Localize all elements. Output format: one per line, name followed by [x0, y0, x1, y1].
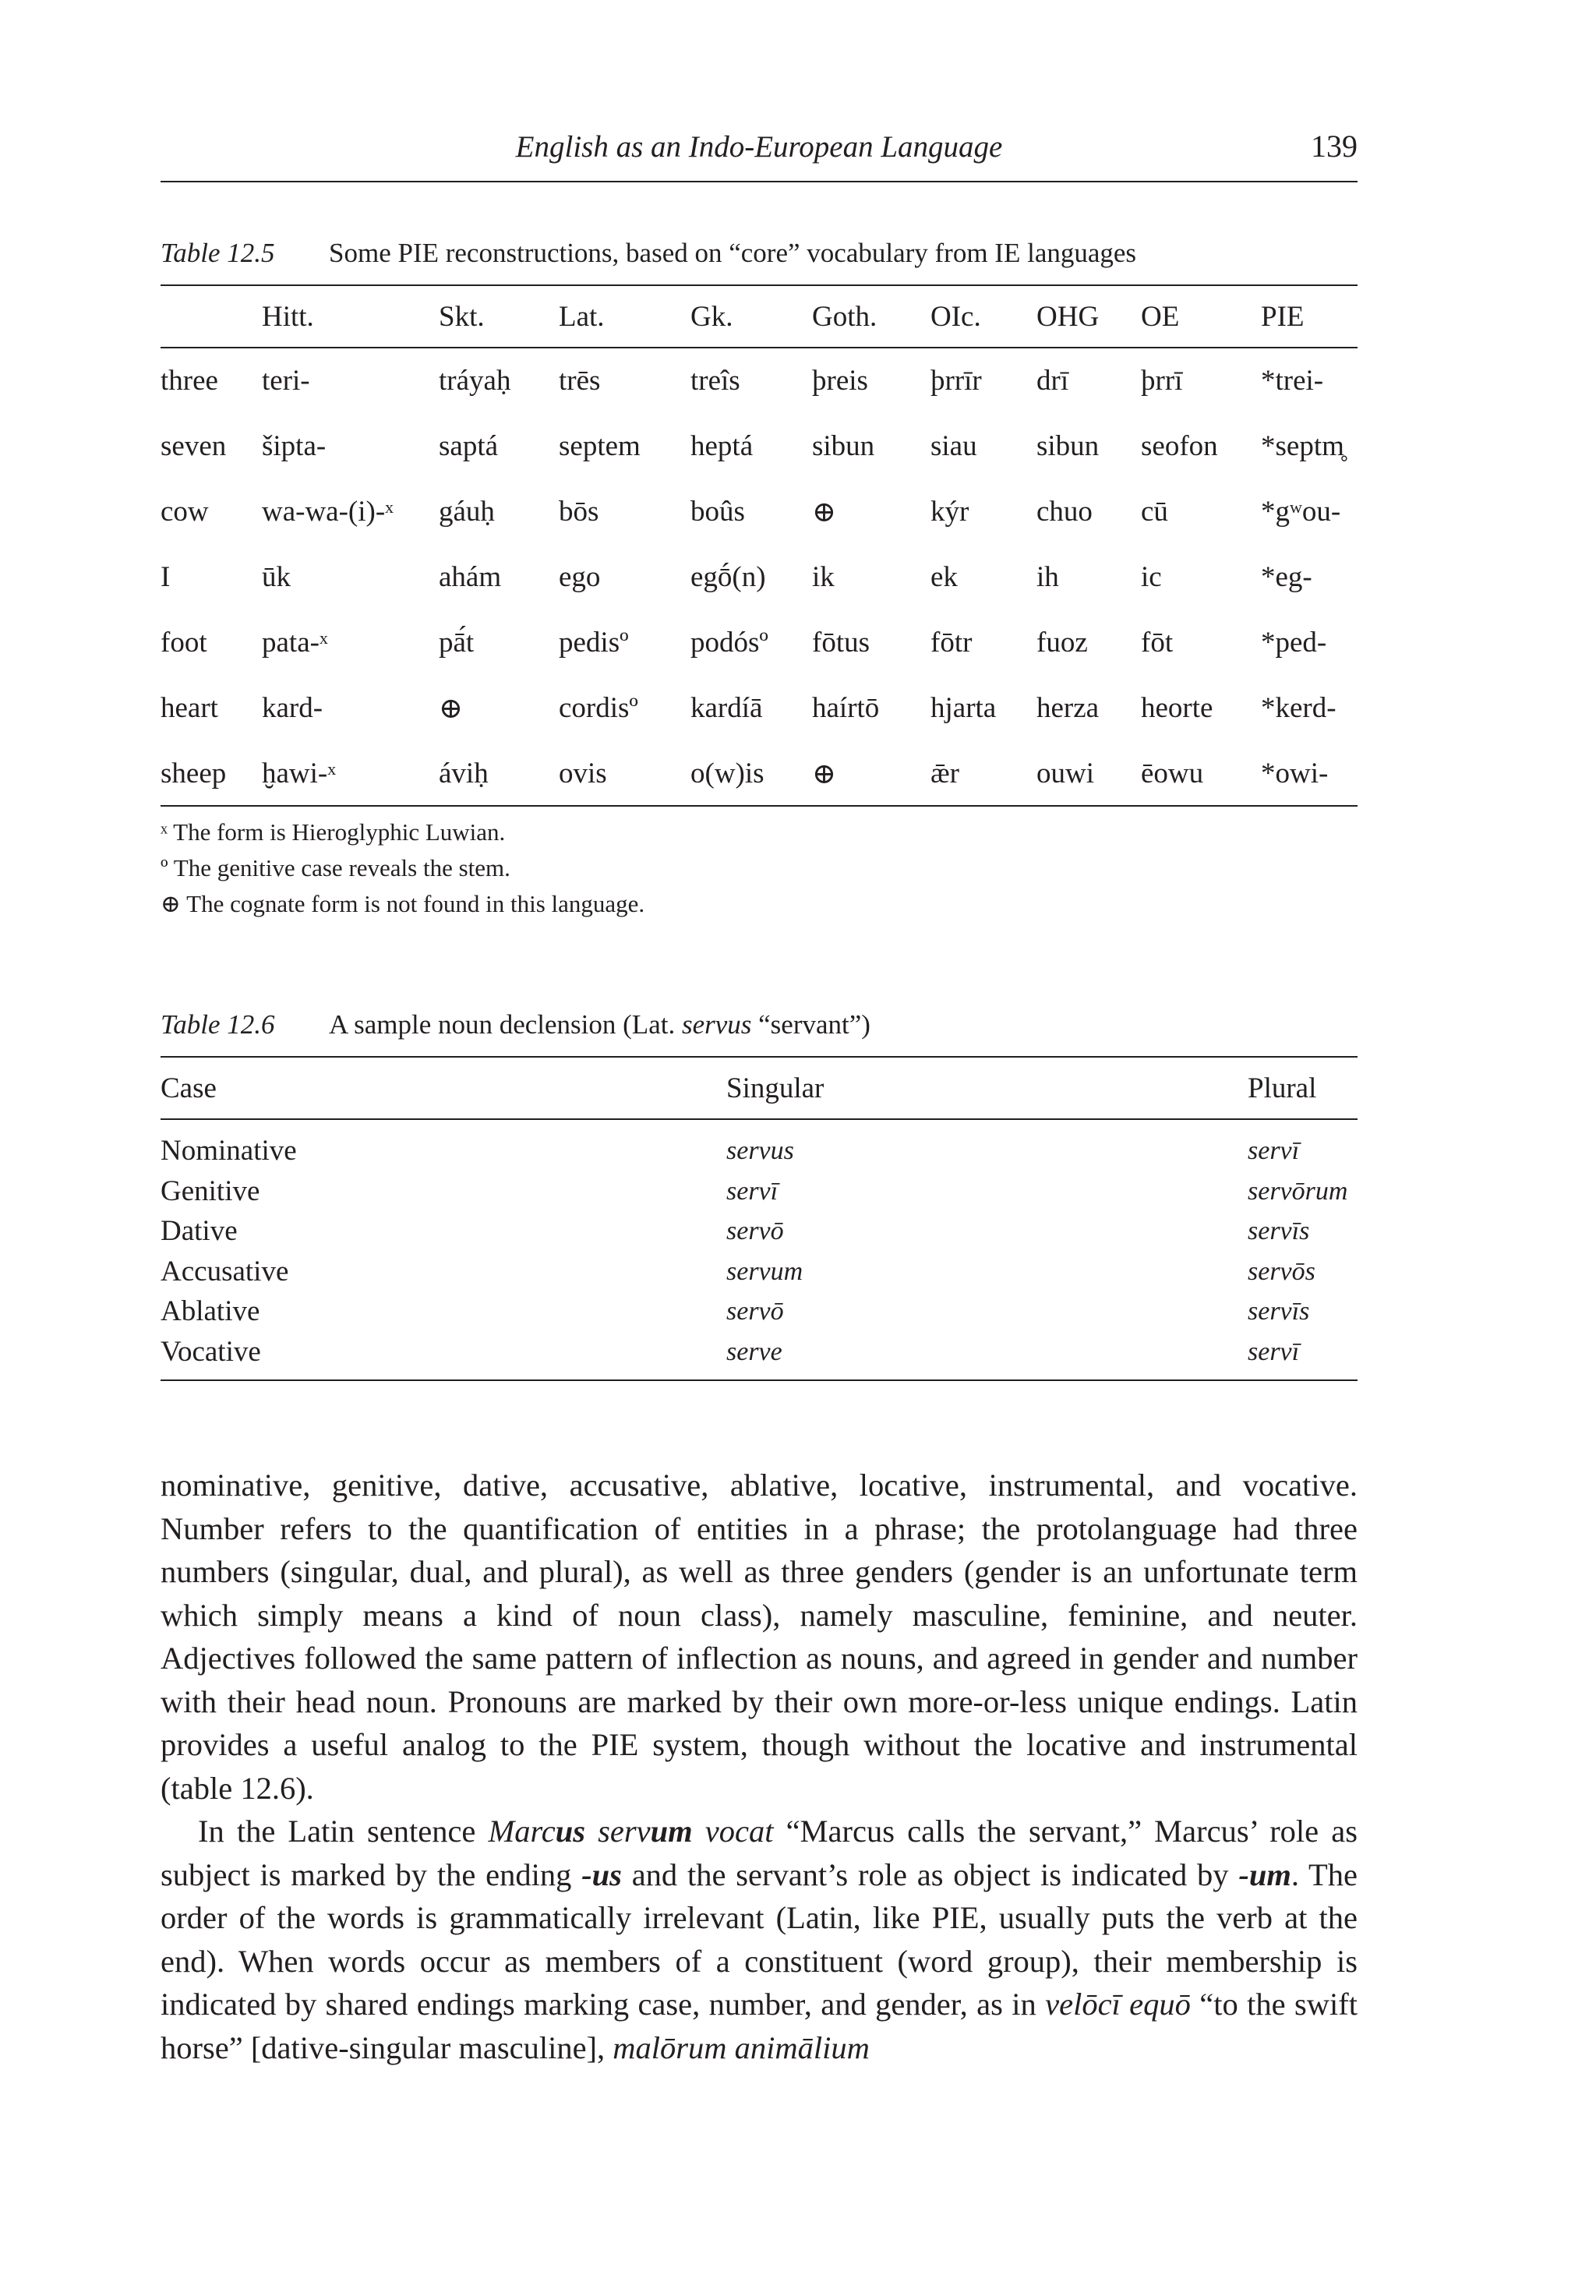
- form-cell: cū: [1141, 496, 1168, 528]
- plural-form: servī: [1248, 1337, 1300, 1366]
- gloss-cell: I: [161, 561, 171, 593]
- table-row: [161, 560, 1358, 599]
- form-cell: ⊕: [812, 758, 837, 790]
- text-run: Marc: [488, 1814, 556, 1849]
- column-header: Gk.: [690, 301, 733, 333]
- case-name: Ablative: [161, 1295, 260, 1327]
- case-name: Genitive: [161, 1174, 260, 1207]
- form-cell: gáuḥ: [439, 496, 495, 528]
- form-cell: o(w)is: [690, 758, 764, 789]
- paragraph-2: [161, 1810, 1358, 2069]
- column-header: Goth.: [812, 301, 877, 333]
- form-cell: ahám: [439, 561, 502, 593]
- table-row: [161, 757, 1358, 796]
- declension-header-rule: [161, 1118, 1358, 1120]
- table-header-rule: [161, 347, 1358, 348]
- gloss-cell: seven: [161, 430, 227, 462]
- form-cell: pata-ˣ: [262, 627, 328, 659]
- form-cell: fuoz: [1036, 627, 1088, 659]
- form-cell: *eg-: [1261, 561, 1312, 593]
- table-12-6-title-post: “servant”): [751, 1009, 870, 1040]
- plural-form: servī: [1248, 1136, 1300, 1165]
- form-cell: bōs: [559, 496, 599, 528]
- form-cell: ēowu: [1141, 758, 1204, 789]
- note-genitive: º The genitive case reveals the stem.: [161, 854, 510, 881]
- table-row: [161, 626, 1358, 665]
- table-12-5-caption: [161, 238, 1136, 269]
- form-cell: áviḥ: [439, 758, 489, 789]
- form-cell: hjarta: [930, 692, 997, 724]
- form-cell: ouwi: [1036, 758, 1094, 789]
- form-cell: ih: [1036, 561, 1059, 593]
- form-cell: sibun: [812, 430, 875, 462]
- column-header: Hitt.: [262, 301, 314, 333]
- column-header: Plural: [1248, 1072, 1317, 1104]
- form-cell: treîs: [690, 365, 740, 397]
- form-cell: chuo: [1036, 496, 1093, 528]
- text-run: velōcī equō: [1045, 1987, 1191, 2022]
- form-cell: septem: [559, 430, 641, 462]
- form-cell: heptá: [690, 430, 754, 462]
- form-cell: kardíā: [690, 692, 763, 724]
- form-cell: teri-: [262, 365, 310, 397]
- form-cell: haírtō: [812, 692, 880, 724]
- form-cell: ic: [1141, 561, 1162, 593]
- table-12-6-title-pre: A sample noun declension (Lat.: [329, 1009, 682, 1040]
- gloss-cell: heart: [161, 692, 218, 724]
- form-cell: ego: [559, 561, 601, 593]
- text-run: [585, 1814, 598, 1849]
- singular-form: servum: [726, 1256, 803, 1286]
- note-hieroglyphic: ˣ The form is Hieroglyphic Luwian.: [161, 818, 506, 846]
- text-run: vocat: [692, 1814, 774, 1849]
- declension-bottom-rule: [161, 1379, 1358, 1381]
- table-bottom-rule: [161, 805, 1358, 807]
- table-row: [161, 429, 1358, 468]
- column-header: Case: [161, 1072, 217, 1104]
- table-top-rule: [161, 284, 1358, 286]
- table-row: [161, 691, 1358, 730]
- plural-form: servōs: [1248, 1256, 1315, 1286]
- case-name: Dative: [161, 1215, 238, 1247]
- text-run: “to the swift horse” [dative-singular masculine],: [161, 1987, 1358, 2065]
- form-cell: fōtus: [812, 627, 870, 659]
- singular-form: servus: [726, 1136, 794, 1165]
- form-cell: ⊕: [439, 693, 464, 725]
- running-head: [161, 126, 1358, 173]
- text-run: “Marcus calls the servant,” Marcus’ role as subject is marked by the ending: [161, 1814, 1358, 1892]
- form-cell: kard-: [262, 692, 323, 724]
- column-header: OE: [1141, 301, 1180, 333]
- form-cell: ǣr: [930, 758, 959, 789]
- form-cell: drī: [1036, 365, 1069, 397]
- paragraph-1: nominative, genitive, dative, accusative, ablative, locative, instrumental, and vocative. Number refers to the quantification of entities in a phrase; the protolanguage had three numbers (singular, dual, and plural), as well as three genders (gender is an unfortunate term which simply means a kind of noun class), namely masculine, feminine, and neuter. Adjectives followed the same pattern of inflection as nouns, and agreed in gender and number with their head noun. Pronouns are marked by their own more-or-less unique endings. Latin provides a useful analog to the PIE system, though without the locative and instrumental (table 12.6).: [161, 1468, 1358, 1806]
- form-cell: ūk: [262, 561, 291, 593]
- singular-form: serve: [726, 1337, 782, 1366]
- form-cell: ek: [930, 561, 958, 593]
- form-cell: pā́t: [439, 627, 475, 659]
- case-name: Accusative: [161, 1255, 289, 1288]
- table-notes: [161, 818, 644, 926]
- column-header: Singular: [726, 1072, 824, 1104]
- form-cell: boûs: [690, 496, 745, 528]
- column-header: Lat.: [559, 301, 605, 333]
- table-12-5-title: Some PIE reconstructions, based on “core” vocabulary from IE languages: [329, 238, 1137, 268]
- table-12-5-number: Table 12.5: [161, 238, 275, 268]
- form-cell: šipta-: [262, 430, 327, 462]
- column-header: PIE: [1261, 301, 1305, 333]
- form-cell: *ped-: [1261, 627, 1327, 659]
- column-header: Skt.: [439, 301, 485, 333]
- text-run: and the servant’s role as object is indicated by: [621, 1856, 1239, 1892]
- form-cell: tráyaḥ: [439, 365, 511, 397]
- singular-form: servō: [726, 1217, 784, 1245]
- text-run: -um: [1238, 1856, 1291, 1892]
- column-header: OHG: [1036, 301, 1100, 333]
- form-cell: *gʷou-: [1261, 496, 1341, 528]
- form-cell: cordisº: [559, 692, 638, 724]
- page-number: 139: [1311, 129, 1358, 164]
- text-run: -us: [581, 1856, 622, 1892]
- plural-form: servōrum: [1248, 1176, 1348, 1206]
- plural-form: servīs: [1248, 1297, 1310, 1326]
- form-cell: þrrīr: [930, 365, 982, 397]
- form-cell: trēs: [559, 365, 601, 397]
- form-cell: saptá: [439, 430, 499, 462]
- running-head-title: English as an Indo-European Language: [515, 130, 1003, 164]
- singular-form: servī: [726, 1176, 779, 1206]
- form-cell: egṓ(n): [690, 561, 766, 593]
- column-header: OIc.: [930, 301, 981, 333]
- form-cell: *owi-: [1261, 758, 1329, 789]
- form-cell: sibun: [1036, 430, 1100, 462]
- text-run: In the Latin sentence: [198, 1814, 489, 1849]
- case-name: Nominative: [161, 1135, 297, 1167]
- table-row: [161, 364, 1358, 403]
- text-run: us: [555, 1814, 586, 1849]
- form-cell: wa-wa-(i)-ˣ: [262, 496, 394, 528]
- form-cell: ovis: [559, 758, 607, 789]
- form-cell: seofon: [1141, 430, 1218, 462]
- note-not-found: ⊕ The cognate form is not found in this language.: [161, 890, 645, 917]
- form-cell: ḫawi-ˣ: [262, 758, 336, 789]
- text-run: serv: [598, 1814, 651, 1849]
- table-12-6-caption: [161, 1009, 870, 1040]
- running-head-rule: [161, 181, 1358, 182]
- form-cell: þreis: [812, 365, 868, 397]
- text-run: malōrum animālium: [613, 2029, 870, 2065]
- form-cell: *septm̥: [1261, 430, 1344, 462]
- form-cell: pedisº: [559, 627, 629, 659]
- text-run: . The order of the words is grammatically irrelevant (Latin, like PIE, usually puts the verb at the end). When words occur as members of a constituent (word group), their membership is indicated by shared endings marking case, number, and gender, as in: [161, 1856, 1358, 2022]
- gloss-cell: sheep: [161, 758, 227, 789]
- form-cell: fōtr: [930, 627, 973, 659]
- gloss-cell: foot: [161, 627, 207, 659]
- form-cell: kýr: [930, 496, 969, 528]
- form-cell: ⊕: [812, 496, 837, 528]
- body-text: [161, 1464, 1358, 2069]
- form-cell: *trei-: [1261, 365, 1324, 397]
- form-cell: podósº: [690, 627, 768, 659]
- singular-form: servō: [726, 1297, 784, 1326]
- form-cell: þrrī: [1141, 365, 1183, 397]
- table-header-row: [161, 300, 1358, 339]
- table-12-6-title-italic: servus: [681, 1009, 752, 1040]
- form-cell: heorte: [1141, 692, 1213, 724]
- form-cell: herza: [1036, 692, 1100, 724]
- plural-form: servīs: [1248, 1217, 1310, 1245]
- form-cell: fōt: [1141, 627, 1174, 659]
- table-row: [161, 495, 1358, 534]
- text-run: um: [650, 1814, 693, 1849]
- form-cell: ik: [812, 561, 835, 593]
- gloss-cell: cow: [161, 496, 209, 528]
- table-12-6-number: Table 12.6: [161, 1009, 275, 1040]
- gloss-cell: three: [161, 365, 218, 397]
- form-cell: siau: [930, 430, 977, 462]
- declension-top-rule: [161, 1056, 1358, 1058]
- case-name: Vocative: [161, 1335, 261, 1368]
- form-cell: *kerd-: [1261, 692, 1336, 724]
